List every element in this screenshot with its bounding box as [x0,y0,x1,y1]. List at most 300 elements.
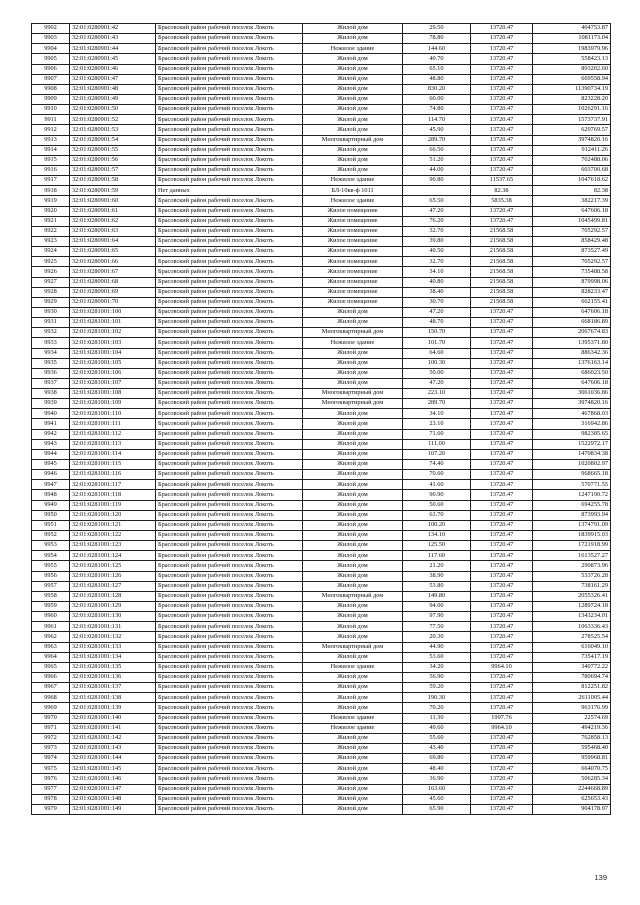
row-number-cell: 9945 [32,460,70,470]
area-cell: 47.20 [403,206,471,216]
row-number-cell: 9946 [32,470,70,480]
area-cell: 40.50 [403,247,471,257]
cadastral-number-cell: 32:01:0281001:114 [70,449,156,459]
object-type-cell: Жилой дом [303,612,403,622]
area-cell: 51.20 [403,155,471,165]
row-number-cell: 9962 [32,632,70,642]
address-cell: Брасовский район рабочий поселок Локоть [156,368,303,378]
cadastral-number-cell: 32:01:0281001:132 [70,632,156,642]
cadastral-number-cell: 32:01:0281001:123 [70,541,156,551]
area-cell: 48.70 [403,318,471,328]
object-type-cell: Жилое помещение [303,277,403,287]
cadastral-number-cell: 32:01:0280901:43 [70,34,156,44]
rate-cell: 13720.47 [471,307,533,317]
rate-cell: 21568.58 [471,297,533,307]
table-row [32,804,611,814]
cadastral-value-cell: 893202.60 [533,64,611,74]
row-number-cell: 9942 [32,429,70,439]
cadastral-value-table [31,23,611,815]
object-type-cell: Жилой дом [303,804,403,814]
cadastral-value-cell: 1063336.43 [533,622,611,632]
address-cell: Брасовский район рабочий поселок Локоть [156,84,303,94]
table-row [32,125,611,135]
area-cell: 38.40 [403,287,471,297]
table-row [32,612,611,622]
area-cell: 223.10 [403,389,471,399]
object-type-cell: Жилое помещение [303,206,403,216]
object-type-cell: Жилой дом [303,64,403,74]
address-cell: Брасовский район рабочий поселок Локоть [156,206,303,216]
address-cell: Брасовский район рабочий поселок Локоть [156,389,303,399]
object-type-cell: Жилой дом [303,754,403,764]
cadastral-number-cell: 32:01:0280901:48 [70,84,156,94]
table-row [32,743,611,753]
cadastral-value-cell: 570771.55 [533,480,611,490]
area-cell: 30.70 [403,297,471,307]
object-type-cell: Жилой дом [303,500,403,510]
area-cell: 34.10 [403,267,471,277]
object-type-cell: Жилой дом [303,318,403,328]
area-cell: 20.30 [403,632,471,642]
table-row [32,247,611,257]
rate-cell: 9964.10 [471,662,533,672]
rate-cell: 13720.47 [471,24,533,34]
cadastral-number-cell: 32:01:0281001:134 [70,652,156,662]
object-type-cell: БЛ-10кв-ф 1011 [303,186,403,196]
object-type-cell: Жилой дом [303,125,403,135]
object-type-cell: Нежилое здание [303,338,403,348]
address-cell: Брасовский район рабочий поселок Локоть [156,155,303,165]
cadastral-number-cell: 32:01:0280901:59 [70,186,156,196]
address-cell: Брасовский район рабочий поселок Локоть [156,531,303,541]
address-cell: Брасовский район рабочий поселок Локоть [156,693,303,703]
cadastral-value-cell: 1522972.17 [533,439,611,449]
cadastral-value-cell: 382217.39 [533,196,611,206]
area-cell: 40.70 [403,54,471,64]
row-number-cell: 9950 [32,510,70,520]
address-cell: Брасовский район рабочий поселок Локоть [156,257,303,267]
address-cell: Брасовский район рабочий поселок Локоть [156,165,303,175]
object-type-cell: Жилой дом [303,774,403,784]
object-type-cell: Жилой дом [303,307,403,317]
object-type-cell: Жилой дом [303,571,403,581]
rate-cell: 13720.47 [471,480,533,490]
table-row [32,581,611,591]
cadastral-number-cell: 32:01:0281001:117 [70,480,156,490]
cadastral-value-cell: 780694.74 [533,673,611,683]
cadastral-number-cell: 32:01:0280901:58 [70,176,156,186]
object-type-cell: Нежилое здание [303,196,403,206]
table-row [32,135,611,145]
rate-cell: 13720.47 [471,64,533,74]
table-row [32,429,611,439]
cadastral-number-cell: 32:01:0280901:67 [70,267,156,277]
address-cell: Брасовский район рабочий поселок Локоть [156,713,303,723]
address-cell: Брасовский район рабочий поселок Локоть [156,439,303,449]
row-number-cell: 9913 [32,135,70,145]
address-cell: Брасовский район рабочий поселок Локоть [156,632,303,642]
cadastral-number-cell: 32:01:0280901:66 [70,257,156,267]
cadastral-number-cell: 32:01:0280901:69 [70,287,156,297]
cadastral-number-cell: 32:01:0281001:143 [70,743,156,753]
object-type-cell: Жилое помещение [303,267,403,277]
area-cell: 149.80 [403,591,471,601]
row-number-cell: 9922 [32,226,70,236]
table-row [32,439,611,449]
row-number-cell: 9972 [32,733,70,743]
address-cell: Брасовский район рабочий поселок Локоть [156,105,303,115]
address-cell: Брасовский район рабочий поселок Локоть [156,54,303,64]
cadastral-number-cell: 32:01:0280901:56 [70,155,156,165]
cadastral-value-cell: 1470834.38 [533,449,611,459]
cadastral-number-cell: 32:01:0281001:144 [70,754,156,764]
address-cell: Брасовский район рабочий поселок Локоть [156,571,303,581]
cadastral-value-cell: 904178.97 [533,804,611,814]
area-cell: 144.60 [403,44,471,54]
table-row [32,277,611,287]
row-number-cell: 9903 [32,34,70,44]
cadastral-number-cell: 32:01:0281001:103 [70,338,156,348]
area-cell: 134.10 [403,531,471,541]
area-cell: 114.70 [403,115,471,125]
table-row [32,520,611,530]
object-type-cell: Жилой дом [303,439,403,449]
cadastral-number-cell: 32:01:0281001:129 [70,602,156,612]
row-number-cell: 9936 [32,368,70,378]
cadastral-number-cell: 32:01:0281001:128 [70,591,156,601]
table-row [32,510,611,520]
row-number-cell: 9915 [32,155,70,165]
address-cell: Нет данных [156,186,303,196]
table-row [32,683,611,693]
cadastral-value-cell: 2067674.83 [533,328,611,338]
cadastral-value-cell: 2055326.41 [533,591,611,601]
object-type-cell: Жилой дом [303,155,403,165]
rate-cell: 13720.47 [471,74,533,84]
cadastral-value-cell: 694255.78 [533,500,611,510]
table-row [32,155,611,165]
cadastral-value-cell: 647606.18 [533,206,611,216]
row-number-cell: 9949 [32,500,70,510]
cadastral-value-cell: 316942.86 [533,419,611,429]
area-cell: 76.20 [403,216,471,226]
object-type-cell: Жилой дом [303,378,403,388]
area-cell: 111.00 [403,439,471,449]
cadastral-number-cell: 32:01:0281001:141 [70,723,156,733]
cadastral-number-cell: 32:01:0281001:120 [70,510,156,520]
address-cell: Брасовский район рабочий поселок Локоть [156,247,303,257]
object-type-cell: Жилой дом [303,764,403,774]
rate-cell: 13720.47 [471,358,533,368]
rate-cell: 11537.65 [471,176,533,186]
address-cell: Брасовский район рабочий поселок Локоть [156,145,303,155]
cadastral-value-cell: 1020802.97 [533,460,611,470]
area-cell: 34.20 [403,662,471,672]
object-type-cell: Жилой дом [303,733,403,743]
object-type-cell: Жилой дом [303,673,403,683]
address-cell: Брасовский район рабочий поселок Локоть [156,764,303,774]
cadastral-number-cell: 32:01:0280901:60 [70,196,156,206]
address-cell: Брасовский район рабочий поселок Локоть [156,662,303,672]
area-cell: 21.20 [403,561,471,571]
table-row [32,774,611,784]
address-cell: Брасовский район рабочий поселок Локоть [156,622,303,632]
object-type-cell: Жилой дом [303,84,403,94]
address-cell: Брасовский район рабочий поселок Локоть [156,591,303,601]
area-cell: 65.50 [403,196,471,206]
area-cell: 63.70 [403,510,471,520]
cadastral-value-cell: 664070.75 [533,764,611,774]
rate-cell: 13720.47 [471,409,533,419]
row-number-cell: 9977 [32,784,70,794]
row-number-cell: 9968 [32,693,70,703]
rate-cell: 13720.47 [471,693,533,703]
address-cell: Брасовский район рабочий поселок Локоть [156,754,303,764]
table-row [32,673,611,683]
cadastral-number-cell: 32:01:0281001:135 [70,662,156,672]
row-number-cell: 9967 [32,683,70,693]
row-number-cell: 9958 [32,591,70,601]
table-row [32,24,611,34]
row-number-cell: 9908 [32,84,70,94]
table-row [32,541,611,551]
area-cell: 77.50 [403,622,471,632]
cadastral-number-cell: 32:01:0280901:42 [70,24,156,34]
object-type-cell: Жилой дом [303,429,403,439]
rate-cell: 13720.47 [471,703,533,713]
table-row [32,186,611,196]
cadastral-number-cell: 32:01:0281001:121 [70,520,156,530]
object-type-cell: Жилой дом [303,703,403,713]
cadastral-value-cell: 1081173.04 [533,34,611,44]
object-type-cell: Многоквартирный дом [303,135,403,145]
row-number-cell: 9960 [32,612,70,622]
object-type-cell: Жилое помещение [303,247,403,257]
address-cell: Брасовский район рабочий поселок Локоть [156,307,303,317]
area-cell: 289.70 [403,399,471,409]
table-row [32,460,611,470]
object-type-cell: Нежилое здание [303,723,403,733]
address-cell: Брасовский район рабочий поселок Локоть [156,429,303,439]
table-row [32,419,611,429]
rate-cell: 21568.58 [471,236,533,246]
object-type-cell: Жилой дом [303,683,403,693]
table-row [32,602,611,612]
document-page [31,23,610,815]
object-type-cell: Жилой дом [303,358,403,368]
cadastral-value-cell: 812251.82 [533,683,611,693]
cadastral-value-cell: 1047618.62 [533,176,611,186]
table-row [32,733,611,743]
object-type-cell: Нежилое здание [303,662,403,672]
object-type-cell: Жилой дом [303,145,403,155]
address-cell: Брасовский район рабочий поселок Локоть [156,297,303,307]
rate-cell: 13720.47 [471,500,533,510]
cadastral-number-cell: 32:01:0281001:106 [70,368,156,378]
address-cell: Брасовский район рабочий поселок Локоть [156,287,303,297]
rate-cell: 13720.47 [471,683,533,693]
row-number-cell: 9925 [32,257,70,267]
rate-cell: 13720.47 [471,652,533,662]
cadastral-value-cell: 702488.06 [533,155,611,165]
cadastral-value-cell: 705292.57 [533,226,611,236]
cadastral-value-cell: 662155.41 [533,297,611,307]
row-number-cell: 9904 [32,44,70,54]
rate-cell: 21568.58 [471,226,533,236]
table-row [32,551,611,561]
address-cell: Брасовский район рабочий поселок Локоть [156,581,303,591]
table-body [32,24,611,815]
cadastral-number-cell: 32:01:0280901:53 [70,125,156,135]
area-cell: 38.90 [403,571,471,581]
area-cell: 64.60 [403,348,471,358]
cadastral-number-cell: 32:01:0281001:102 [70,328,156,338]
area-cell: 60.00 [403,94,471,104]
address-cell: Брасовский район рабочий поселок Локоть [156,338,303,348]
table-row [32,642,611,652]
rate-cell: 13720.47 [471,328,533,338]
cadastral-value-cell: 873993.94 [533,510,611,520]
object-type-cell: Жилой дом [303,74,403,84]
row-number-cell: 9963 [32,642,70,652]
rate-cell: 13720.47 [471,54,533,64]
table-row [32,318,611,328]
address-cell: Брасовский район рабочий поселок Локоть [156,520,303,530]
rate-cell: 21568.58 [471,277,533,287]
rate-cell: 1997.76 [471,713,533,723]
area-cell: 163.60 [403,784,471,794]
address-cell: Брасовский район рабочий поселок Локоть [156,470,303,480]
area-cell: 830.20 [403,84,471,94]
object-type-cell: Жилой дом [303,24,403,34]
table-row [32,368,611,378]
area-cell: 56.90 [403,673,471,683]
row-number-cell: 9930 [32,307,70,317]
object-type-cell: Жилой дом [303,652,403,662]
cadastral-value-cell: 1613527.27 [533,551,611,561]
table-row [32,216,611,226]
address-cell: Брасовский район рабочий поселок Локоть [156,449,303,459]
cadastral-number-cell: 32:01:0281001:105 [70,358,156,368]
area-cell: 100.30 [403,358,471,368]
rate-cell: 13720.47 [471,399,533,409]
table-row [32,236,611,246]
cadastral-number-cell: 32:01:0281001:136 [70,673,156,683]
cadastral-value-cell: 290873.96 [533,561,611,571]
object-type-cell: Жилое помещение [303,226,403,236]
cadastral-value-cell: 858429.48 [533,236,611,246]
cadastral-number-cell: 32:01:0281001:139 [70,703,156,713]
cadastral-value-cell: 3974820.16 [533,399,611,409]
area-cell [403,186,471,196]
row-number-cell: 9943 [32,439,70,449]
table-row [32,794,611,804]
rate-cell: 13720.47 [471,155,533,165]
table-row [32,34,611,44]
table-row [32,165,611,175]
row-number-cell: 9911 [32,115,70,125]
address-cell: Брасовский район рабочий поселок Локоть [156,460,303,470]
object-type-cell: Многоквартирный дом [303,389,403,399]
rate-cell: 9964.10 [471,723,533,733]
address-cell: Брасовский район рабочий поселок Локоть [156,226,303,236]
row-number-cell: 9938 [32,389,70,399]
rate-cell: 13720.47 [471,551,533,561]
table-row [32,196,611,206]
address-cell: Брасовский район рабочий поселок Локоть [156,510,303,520]
address-cell: Брасовский район рабочий поселок Локоть [156,267,303,277]
rate-cell: 13720.47 [471,84,533,94]
object-type-cell: Жилой дом [303,541,403,551]
object-type-cell: Жилой дом [303,449,403,459]
rate-cell: 13720.47 [471,804,533,814]
cadastral-number-cell: 32:01:0281001:126 [70,571,156,581]
table-row [32,652,611,662]
rate-cell: 21568.58 [471,257,533,267]
area-cell: 74.40 [403,460,471,470]
object-type-cell: Жилой дом [303,784,403,794]
address-cell: Брасовский район рабочий поселок Локоть [156,399,303,409]
rate-cell: 13720.47 [471,348,533,358]
object-type-cell: Жилой дом [303,480,403,490]
cadastral-number-cell: 32:01:0281001:149 [70,804,156,814]
row-number-cell: 9957 [32,581,70,591]
table-row [32,54,611,64]
cadastral-number-cell: 32:01:0281001:131 [70,622,156,632]
area-cell: 289.70 [403,135,471,145]
cadastral-value-cell: 603700.68 [533,165,611,175]
object-type-cell: Нежилое здание [303,176,403,186]
cadastral-value-cell: 823228.20 [533,94,611,104]
cadastral-value-cell: 278525.54 [533,632,611,642]
address-cell: Брасовский район рабочий поселок Локоть [156,125,303,135]
rate-cell: 13720.47 [471,581,533,591]
table-row [32,784,611,794]
area-cell: 44.90 [403,642,471,652]
row-number-cell: 9969 [32,703,70,713]
table-row [32,571,611,581]
row-number-cell: 9920 [32,206,70,216]
cadastral-value-cell: 494219.36 [533,723,611,733]
rate-cell: 13720.47 [471,642,533,652]
row-number-cell: 9910 [32,105,70,115]
table-row [32,297,611,307]
object-type-cell: Жилой дом [303,510,403,520]
rate-cell: 13720.47 [471,541,533,551]
cadastral-value-cell: 2611005.44 [533,693,611,703]
rate-cell: 13720.47 [471,743,533,753]
table-row [32,378,611,388]
rate-cell: 13720.47 [471,34,533,44]
row-number-cell: 9951 [32,520,70,530]
address-cell: Брасовский район рабочий поселок Локоть [156,216,303,226]
row-number-cell: 9932 [32,328,70,338]
cadastral-value-cell: 82.38 [533,186,611,196]
cadastral-number-cell: 32:01:0280901:57 [70,165,156,175]
table-row [32,470,611,480]
cadastral-number-cell: 32:01:0281001:104 [70,348,156,358]
cadastral-number-cell: 32:01:0281001:111 [70,419,156,429]
object-type-cell: Жилое помещение [303,216,403,226]
address-cell: Брасовский район рабочий поселок Локоть [156,561,303,571]
object-type-cell: Жилой дом [303,622,403,632]
object-type-cell: Жилой дом [303,460,403,470]
table-row [32,632,611,642]
cadastral-number-cell: 32:01:0281001:145 [70,764,156,774]
cadastral-number-cell: 32:01:0280901:44 [70,44,156,54]
area-cell: 70.20 [403,703,471,713]
area-cell: 94.00 [403,602,471,612]
